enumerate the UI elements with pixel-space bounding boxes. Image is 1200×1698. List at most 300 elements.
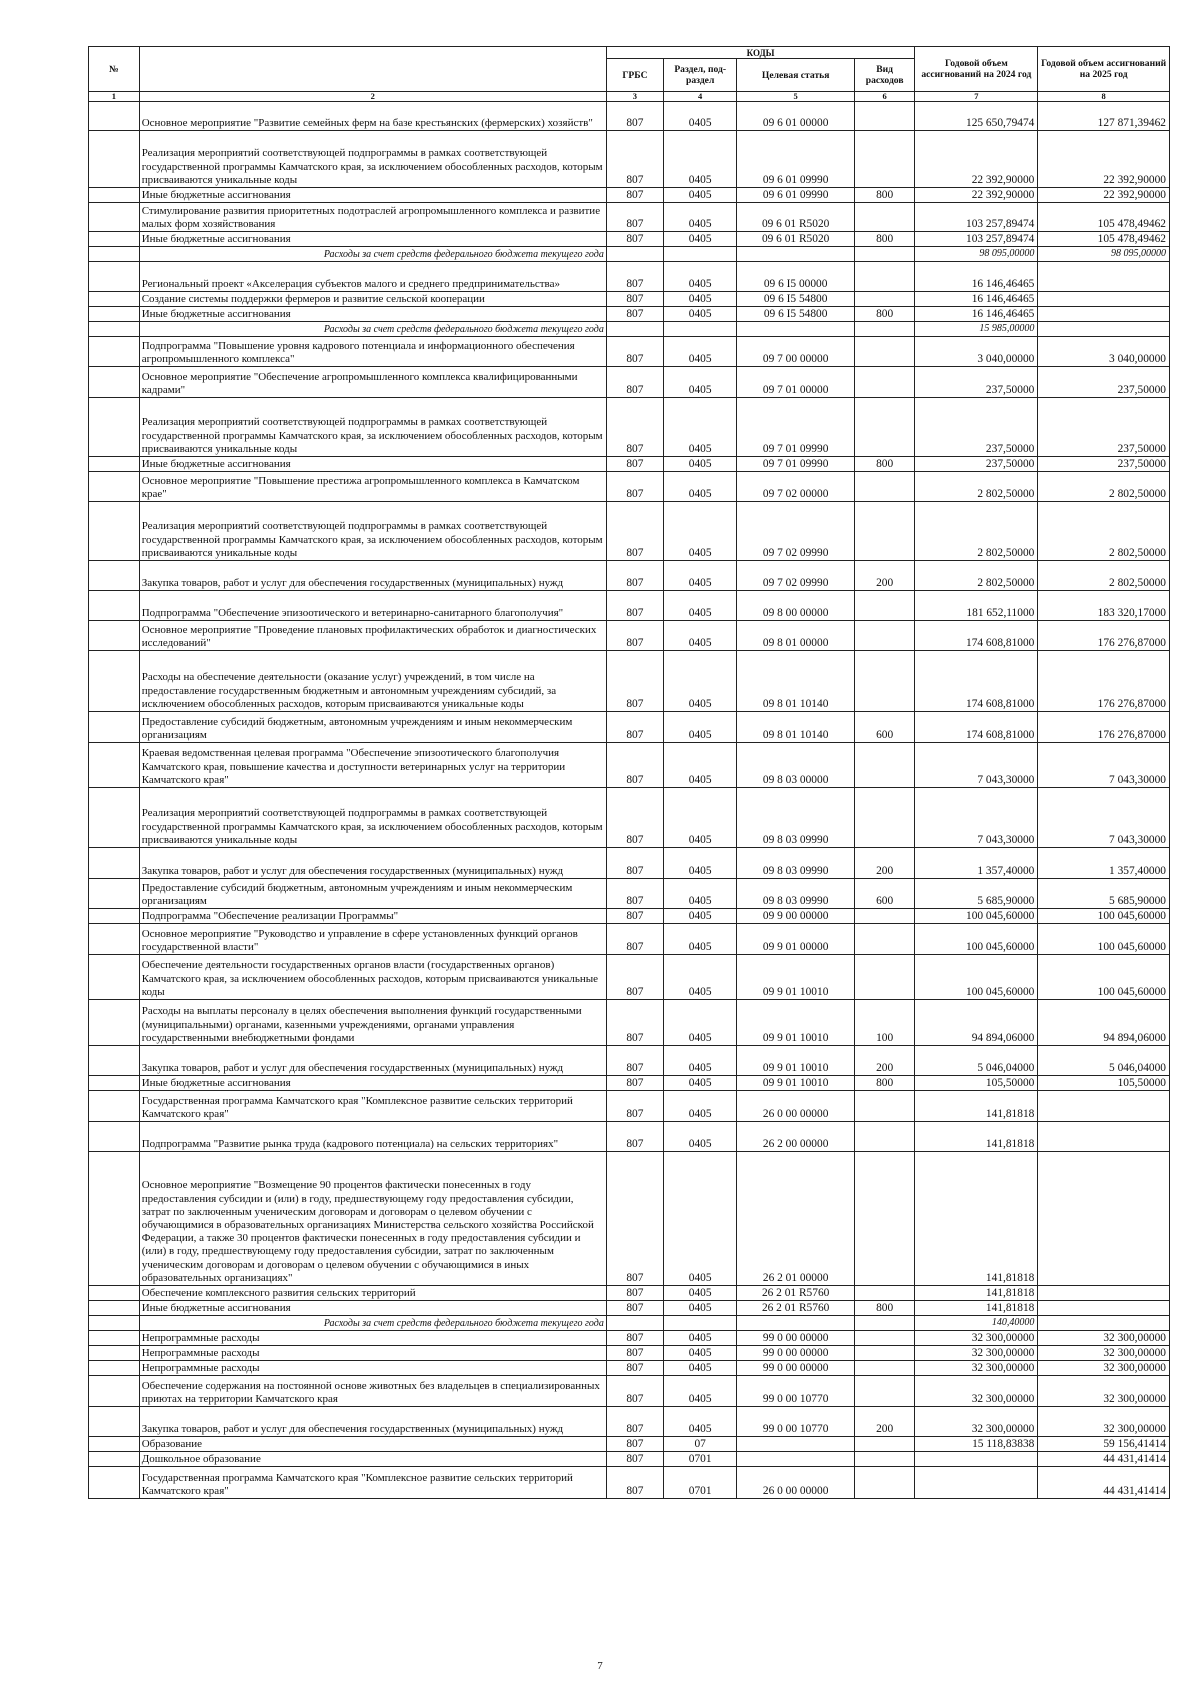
row-grbs-cell: 807 bbox=[606, 337, 663, 367]
row-article-cell: 09 6 01 09990 bbox=[737, 131, 855, 188]
row-number-cell bbox=[89, 1122, 140, 1152]
row-vid-cell bbox=[854, 1331, 914, 1346]
row-article-cell: 09 8 01 10140 bbox=[737, 651, 855, 712]
row-volume-2025-cell: 105 478,49462 bbox=[1038, 203, 1170, 232]
row-volume-2025-cell: 100 045,60000 bbox=[1038, 955, 1170, 1000]
row-grbs-cell: 807 bbox=[606, 848, 663, 879]
header-colnum: 1 bbox=[89, 92, 140, 102]
row-razdel-cell: 0405 bbox=[664, 232, 737, 247]
row-razdel-cell: 0405 bbox=[664, 367, 737, 398]
row-razdel-cell: 0701 bbox=[664, 1452, 737, 1467]
row-number-cell bbox=[89, 102, 140, 131]
row-number-cell bbox=[89, 247, 140, 262]
row-volume-2025-cell: 176 276,87000 bbox=[1038, 621, 1170, 651]
row-article-cell: 09 8 03 09990 bbox=[737, 788, 855, 848]
row-name-cell: Закупка товаров, работ и услуг для обеспечения государственных (муниципальных) нужд bbox=[139, 1046, 606, 1076]
row-article-cell: 26 0 00 00000 bbox=[737, 1091, 855, 1122]
row-volume-2025-cell: 59 156,41414 bbox=[1038, 1437, 1170, 1452]
row-vid-cell bbox=[854, 203, 914, 232]
row-volume-2025-cell: 105 478,49462 bbox=[1038, 232, 1170, 247]
row-number-cell bbox=[89, 1091, 140, 1122]
row-number-cell bbox=[89, 1076, 140, 1091]
table-row bbox=[89, 651, 1170, 712]
row-number-cell bbox=[89, 743, 140, 788]
row-grbs-cell: 807 bbox=[606, 1076, 663, 1091]
row-volume-2024-cell: 181 652,11000 bbox=[915, 591, 1038, 621]
table-row bbox=[89, 1000, 1170, 1046]
row-name-cell: Расходы за счет средств федерального бюджета текущего года bbox=[139, 1316, 606, 1331]
row-grbs-cell: 807 bbox=[606, 1091, 663, 1122]
row-number-cell bbox=[89, 203, 140, 232]
row-razdel-cell: 0405 bbox=[664, 1376, 737, 1407]
row-grbs-cell: 807 bbox=[606, 1152, 663, 1286]
table-row bbox=[89, 955, 1170, 1000]
table-row bbox=[89, 1346, 1170, 1361]
table-row bbox=[89, 203, 1170, 232]
table-row bbox=[89, 102, 1170, 131]
row-vid-cell: 200 bbox=[854, 561, 914, 591]
row-name-cell: Закупка товаров, работ и услуг для обеспечения государственных (муниципальных) нужд bbox=[139, 1407, 606, 1437]
row-vid-cell bbox=[854, 909, 914, 924]
row-article-cell bbox=[737, 1316, 855, 1331]
row-article-cell: 09 9 01 10010 bbox=[737, 1046, 855, 1076]
row-grbs-cell: 807 bbox=[606, 1331, 663, 1346]
header-vid: Вид расходов bbox=[854, 59, 914, 92]
row-article-cell: 09 8 01 00000 bbox=[737, 621, 855, 651]
row-vid-cell bbox=[854, 262, 914, 292]
row-volume-2025-cell: 105,50000 bbox=[1038, 1076, 1170, 1091]
row-volume-2024-cell: 16 146,46465 bbox=[915, 262, 1038, 292]
row-grbs-cell: 807 bbox=[606, 561, 663, 591]
row-vid-cell bbox=[854, 788, 914, 848]
row-razdel-cell: 0405 bbox=[664, 1286, 737, 1301]
row-vid-cell bbox=[854, 1152, 914, 1286]
row-vid-cell bbox=[854, 1361, 914, 1376]
row-volume-2025-cell: 44 431,41414 bbox=[1038, 1452, 1170, 1467]
row-volume-2024-cell: 141,81818 bbox=[915, 1091, 1038, 1122]
table-row bbox=[89, 1076, 1170, 1091]
row-number-cell bbox=[89, 457, 140, 472]
row-volume-2025-cell: 237,50000 bbox=[1038, 457, 1170, 472]
row-name-cell: Реализация мероприятий соответствующей подпрограммы в рамках соответствующей государственной программы Камчатского края, за исключением обособленных расходов, которым присваиваются уникальные коды bbox=[139, 131, 606, 188]
row-razdel-cell: 0405 bbox=[664, 1361, 737, 1376]
row-volume-2025-cell bbox=[1038, 262, 1170, 292]
row-name-cell: Государственная программа Камчатского края "Комплексное развитие сельских территорий Камчатского края" bbox=[139, 1091, 606, 1122]
row-name-cell: Обеспечение комплексного развития сельских территорий bbox=[139, 1286, 606, 1301]
row-name-cell: Иные бюджетные ассигнования bbox=[139, 307, 606, 322]
row-vid-cell: 200 bbox=[854, 1407, 914, 1437]
table-row bbox=[89, 924, 1170, 955]
row-razdel-cell: 0405 bbox=[664, 561, 737, 591]
row-grbs-cell bbox=[606, 322, 663, 337]
row-volume-2025-cell: 32 300,00000 bbox=[1038, 1361, 1170, 1376]
row-volume-2024-cell: 15 985,00000 bbox=[915, 322, 1038, 337]
header-volume-2024: Годовой объем ассигнований на 2024 год bbox=[915, 47, 1038, 92]
row-vid-cell: 600 bbox=[854, 712, 914, 743]
row-grbs-cell: 807 bbox=[606, 1301, 663, 1316]
row-vid-cell bbox=[854, 322, 914, 337]
row-volume-2024-cell: 174 608,81000 bbox=[915, 651, 1038, 712]
row-volume-2024-cell: 2 802,50000 bbox=[915, 561, 1038, 591]
row-volume-2025-cell: 5 685,90000 bbox=[1038, 879, 1170, 909]
row-grbs-cell: 807 bbox=[606, 262, 663, 292]
row-name-cell: Основное мероприятие "Проведение плановых профилактических обработок и диагностических исследований" bbox=[139, 621, 606, 651]
row-article-cell: 09 8 00 00000 bbox=[737, 591, 855, 621]
header-razdel: Раздел, под-раздел bbox=[664, 59, 737, 92]
row-vid-cell bbox=[854, 247, 914, 262]
row-article-cell: 09 8 03 09990 bbox=[737, 879, 855, 909]
row-grbs-cell: 807 bbox=[606, 788, 663, 848]
table-row bbox=[89, 367, 1170, 398]
row-number-cell bbox=[89, 502, 140, 561]
row-grbs-cell: 807 bbox=[606, 232, 663, 247]
row-article-cell: 09 6 01 09990 bbox=[737, 188, 855, 203]
row-name-cell: Предоставление субсидий бюджетным, автономным учреждениям и иным некоммерческим организациям bbox=[139, 712, 606, 743]
row-grbs-cell: 807 bbox=[606, 1467, 663, 1499]
row-name-cell: Иные бюджетные ассигнования bbox=[139, 232, 606, 247]
row-vid-cell bbox=[854, 398, 914, 457]
row-article-cell: 09 7 01 09990 bbox=[737, 457, 855, 472]
row-article-cell: 09 6 I5 54800 bbox=[737, 307, 855, 322]
row-volume-2024-cell: 32 300,00000 bbox=[915, 1346, 1038, 1361]
row-article-cell: 09 9 01 10010 bbox=[737, 1076, 855, 1091]
row-volume-2025-cell: 237,50000 bbox=[1038, 398, 1170, 457]
row-volume-2024-cell: 237,50000 bbox=[915, 398, 1038, 457]
row-article-cell: 09 8 01 10140 bbox=[737, 712, 855, 743]
row-article-cell: 26 2 00 00000 bbox=[737, 1122, 855, 1152]
row-volume-2024-cell bbox=[915, 1467, 1038, 1499]
row-vid-cell bbox=[854, 955, 914, 1000]
table-row bbox=[89, 561, 1170, 591]
row-vid-cell: 100 bbox=[854, 1000, 914, 1046]
row-razdel-cell: 0405 bbox=[664, 292, 737, 307]
row-razdel-cell: 0405 bbox=[664, 102, 737, 131]
row-grbs-cell: 807 bbox=[606, 398, 663, 457]
row-volume-2025-cell: 100 045,60000 bbox=[1038, 909, 1170, 924]
row-volume-2025-cell: 2 802,50000 bbox=[1038, 561, 1170, 591]
row-volume-2025-cell: 7 043,30000 bbox=[1038, 788, 1170, 848]
table-row bbox=[89, 247, 1170, 262]
row-vid-cell bbox=[854, 337, 914, 367]
row-volume-2025-cell bbox=[1038, 1301, 1170, 1316]
row-number-cell bbox=[89, 879, 140, 909]
row-vid-cell bbox=[854, 472, 914, 502]
row-volume-2024-cell: 174 608,81000 bbox=[915, 621, 1038, 651]
row-name-cell: Создание системы поддержки фермеров и развитие сельской кооперации bbox=[139, 292, 606, 307]
row-number-cell bbox=[89, 1046, 140, 1076]
row-volume-2024-cell: 5 685,90000 bbox=[915, 879, 1038, 909]
row-volume-2024-cell: 100 045,60000 bbox=[915, 924, 1038, 955]
table-row bbox=[89, 1301, 1170, 1316]
row-grbs-cell: 807 bbox=[606, 1452, 663, 1467]
row-number-cell bbox=[89, 337, 140, 367]
row-name-cell: Основное мероприятие "Руководство и управление в сфере установленных функций органов государственной власти" bbox=[139, 924, 606, 955]
table-row bbox=[89, 1361, 1170, 1376]
row-grbs-cell: 807 bbox=[606, 1376, 663, 1407]
row-grbs-cell: 807 bbox=[606, 924, 663, 955]
row-grbs-cell: 807 bbox=[606, 712, 663, 743]
row-grbs-cell: 807 bbox=[606, 131, 663, 188]
row-number-cell bbox=[89, 367, 140, 398]
row-article-cell: 99 0 00 10770 bbox=[737, 1376, 855, 1407]
row-article-cell: 99 0 00 00000 bbox=[737, 1346, 855, 1361]
row-name-cell: Иные бюджетные ассигнования bbox=[139, 188, 606, 203]
table-row bbox=[89, 307, 1170, 322]
table-row bbox=[89, 322, 1170, 337]
table-row bbox=[89, 131, 1170, 188]
row-vid-cell bbox=[854, 1091, 914, 1122]
row-volume-2025-cell bbox=[1038, 1316, 1170, 1331]
row-name-cell: Расходы за счет средств федерального бюджета текущего года bbox=[139, 247, 606, 262]
row-razdel-cell: 0405 bbox=[664, 848, 737, 879]
row-number-cell bbox=[89, 1331, 140, 1346]
row-volume-2024-cell: 141,81818 bbox=[915, 1152, 1038, 1286]
row-volume-2025-cell: 237,50000 bbox=[1038, 367, 1170, 398]
row-volume-2024-cell: 94 894,06000 bbox=[915, 1000, 1038, 1046]
row-volume-2024-cell: 141,81818 bbox=[915, 1301, 1038, 1316]
row-name-cell: Основное мероприятие "Возмещение 90 процентов фактически понесенных в году предоставления субсидии и (или) в году, предшествующему году предоставления субсидии, затрат по заключенным ученическим договорам и договорам о целевом обучении с обучающимися в образовательных организациях Министерства сельского хозяйства Российской Федерации, а также 30 процентов фактически понесенных в году предоставления субсидии и (или) в году, предшествующему году предоставления субсидии, затрат по заключенным ученическим договорам и договорам о целевом обучении с обучающимися в иных образовательных организациях" bbox=[139, 1152, 606, 1286]
row-razdel-cell: 0405 bbox=[664, 472, 737, 502]
row-article-cell bbox=[737, 247, 855, 262]
row-volume-2024-cell bbox=[915, 1452, 1038, 1467]
header-article: Целевая статья bbox=[737, 59, 855, 92]
row-vid-cell bbox=[854, 651, 914, 712]
row-razdel-cell: 0405 bbox=[664, 502, 737, 561]
row-number-cell bbox=[89, 651, 140, 712]
row-razdel-cell: 0405 bbox=[664, 1000, 737, 1046]
header-grbs: ГРБС bbox=[606, 59, 663, 92]
row-razdel-cell: 0405 bbox=[664, 1331, 737, 1346]
row-vid-cell: 800 bbox=[854, 1076, 914, 1091]
row-number-cell bbox=[89, 131, 140, 188]
row-volume-2025-cell bbox=[1038, 307, 1170, 322]
row-article-cell: 09 7 00 00000 bbox=[737, 337, 855, 367]
row-grbs-cell: 807 bbox=[606, 879, 663, 909]
row-grbs-cell: 807 bbox=[606, 102, 663, 131]
row-name-cell: Стимулирование развития приоритетных подотраслей агропромышленного комплекса и развитие малых форм хозяйствования bbox=[139, 203, 606, 232]
header-colnum: 7 bbox=[915, 92, 1038, 102]
table-row bbox=[89, 591, 1170, 621]
table-row bbox=[89, 457, 1170, 472]
row-name-cell: Подпрограмма "Повышение уровня кадрового потенциала и информационного обеспечения агропромышленного комплекса" bbox=[139, 337, 606, 367]
row-grbs-cell: 807 bbox=[606, 1346, 663, 1361]
row-grbs-cell: 807 bbox=[606, 1122, 663, 1152]
row-name-cell: Реализация мероприятий соответствующей подпрограммы в рамках соответствующей государственной программы Камчатского края, за исключением обособленных расходов, которым присваиваются уникальные коды bbox=[139, 502, 606, 561]
row-volume-2024-cell: 2 802,50000 bbox=[915, 472, 1038, 502]
table-row bbox=[89, 1091, 1170, 1122]
table-row bbox=[89, 1437, 1170, 1452]
row-volume-2025-cell bbox=[1038, 292, 1170, 307]
row-name-cell: Иные бюджетные ассигнования bbox=[139, 1076, 606, 1091]
row-article-cell: 09 6 01 R5020 bbox=[737, 232, 855, 247]
row-article-cell: 09 7 01 00000 bbox=[737, 367, 855, 398]
row-volume-2024-cell: 103 257,89474 bbox=[915, 232, 1038, 247]
row-number-cell bbox=[89, 621, 140, 651]
row-article-cell: 09 9 00 00000 bbox=[737, 909, 855, 924]
page-number: 7 bbox=[597, 1660, 603, 1672]
row-name-cell: Расходы на выплаты персоналу в целях обеспечения выполнения функций государственными (муниципальными) органами, казенными учреждениями, органами управления государственными внебюджетными фондами bbox=[139, 1000, 606, 1046]
row-grbs-cell: 807 bbox=[606, 502, 663, 561]
table-header bbox=[89, 47, 1170, 102]
row-vid-cell bbox=[854, 367, 914, 398]
row-razdel-cell: 0405 bbox=[664, 1046, 737, 1076]
row-razdel-cell: 0405 bbox=[664, 1152, 737, 1286]
row-volume-2024-cell: 2 802,50000 bbox=[915, 502, 1038, 561]
row-number-cell bbox=[89, 909, 140, 924]
row-vid-cell bbox=[854, 621, 914, 651]
row-volume-2024-cell: 141,81818 bbox=[915, 1286, 1038, 1301]
row-volume-2024-cell: 140,40000 bbox=[915, 1316, 1038, 1331]
row-number-cell bbox=[89, 1316, 140, 1331]
row-vid-cell bbox=[854, 1467, 914, 1499]
row-volume-2024-cell: 100 045,60000 bbox=[915, 909, 1038, 924]
row-article-cell: 09 8 03 09990 bbox=[737, 848, 855, 879]
row-article-cell: 26 2 01 R5760 bbox=[737, 1301, 855, 1316]
row-vid-cell: 800 bbox=[854, 1301, 914, 1316]
row-volume-2024-cell: 32 300,00000 bbox=[915, 1376, 1038, 1407]
table-row bbox=[89, 1286, 1170, 1301]
table-row bbox=[89, 292, 1170, 307]
row-razdel-cell: 0405 bbox=[664, 262, 737, 292]
row-razdel-cell: 0405 bbox=[664, 955, 737, 1000]
header-colnum: 3 bbox=[606, 92, 663, 102]
row-grbs-cell: 807 bbox=[606, 621, 663, 651]
row-volume-2024-cell: 237,50000 bbox=[915, 457, 1038, 472]
row-volume-2024-cell: 32 300,00000 bbox=[915, 1407, 1038, 1437]
row-name-cell: Закупка товаров, работ и услуг для обеспечения государственных (муниципальных) нужд bbox=[139, 848, 606, 879]
table-row bbox=[89, 1331, 1170, 1346]
header-colnum: 5 bbox=[737, 92, 855, 102]
row-razdel-cell bbox=[664, 247, 737, 262]
row-volume-2024-cell: 98 095,00000 bbox=[915, 247, 1038, 262]
row-volume-2025-cell bbox=[1038, 1152, 1170, 1286]
row-razdel-cell: 0405 bbox=[664, 1091, 737, 1122]
row-razdel-cell: 0405 bbox=[664, 712, 737, 743]
table-row bbox=[89, 1046, 1170, 1076]
row-volume-2025-cell: 127 871,39462 bbox=[1038, 102, 1170, 131]
row-grbs-cell: 807 bbox=[606, 743, 663, 788]
row-name-cell: Государственная программа Камчатского края "Комплексное развитие сельских территорий Камчатского края" bbox=[139, 1467, 606, 1499]
header-name bbox=[139, 47, 606, 92]
table-row bbox=[89, 743, 1170, 788]
row-grbs-cell bbox=[606, 247, 663, 262]
row-volume-2024-cell: 7 043,30000 bbox=[915, 743, 1038, 788]
row-number-cell bbox=[89, 712, 140, 743]
row-number-cell bbox=[89, 1000, 140, 1046]
row-razdel-cell bbox=[664, 322, 737, 337]
row-number-cell bbox=[89, 322, 140, 337]
table-row bbox=[89, 1152, 1170, 1286]
row-volume-2025-cell: 32 300,00000 bbox=[1038, 1376, 1170, 1407]
row-article-cell: 09 7 02 09990 bbox=[737, 502, 855, 561]
row-volume-2025-cell: 44 431,41414 bbox=[1038, 1467, 1170, 1499]
row-grbs-cell: 807 bbox=[606, 457, 663, 472]
row-vid-cell bbox=[854, 1286, 914, 1301]
row-razdel-cell: 07 bbox=[664, 1437, 737, 1452]
row-article-cell bbox=[737, 322, 855, 337]
row-name-cell: Обеспечение деятельности государственных органов власти (государственных органов) Камчатского края, за исключением обособленных расходов, которым присваиваются уникальные коды bbox=[139, 955, 606, 1000]
row-article-cell: 09 6 I5 54800 bbox=[737, 292, 855, 307]
table-row bbox=[89, 398, 1170, 457]
row-volume-2024-cell: 141,81818 bbox=[915, 1122, 1038, 1152]
row-name-cell: Основное мероприятие "Повышение престижа агропромышленного комплекса в Камчатском крае" bbox=[139, 472, 606, 502]
row-razdel-cell: 0405 bbox=[664, 651, 737, 712]
row-name-cell: Иные бюджетные ассигнования bbox=[139, 457, 606, 472]
row-razdel-cell: 0405 bbox=[664, 879, 737, 909]
row-grbs-cell: 807 bbox=[606, 203, 663, 232]
row-razdel-cell: 0405 bbox=[664, 131, 737, 188]
row-razdel-cell: 0405 bbox=[664, 307, 737, 322]
row-razdel-cell: 0405 bbox=[664, 1076, 737, 1091]
row-article-cell: 99 0 00 10770 bbox=[737, 1407, 855, 1437]
table-body bbox=[89, 102, 1170, 1499]
row-volume-2025-cell: 22 392,90000 bbox=[1038, 131, 1170, 188]
row-razdel-cell: 0405 bbox=[664, 1407, 737, 1437]
row-vid-cell bbox=[854, 1452, 914, 1467]
row-name-cell: Расходы на обеспечение деятельности (оказание услуг) учреждений, в том числе на предоставление государственным бюджетным и автономным учреждениям субсидий, за исключением обособленных расходов, которым присваиваются уникальные коды bbox=[139, 651, 606, 712]
table-row bbox=[89, 1407, 1170, 1437]
row-razdel-cell: 0405 bbox=[664, 1122, 737, 1152]
row-number-cell bbox=[89, 292, 140, 307]
row-vid-cell: 800 bbox=[854, 188, 914, 203]
row-number-cell bbox=[89, 1407, 140, 1437]
row-number-cell bbox=[89, 848, 140, 879]
row-name-cell: Расходы за счет средств федерального бюджета текущего года bbox=[139, 322, 606, 337]
row-number-cell bbox=[89, 955, 140, 1000]
row-name-cell: Подпрограмма "Развитие рынка труда (кадрового потенциала) на сельских территориях" bbox=[139, 1122, 606, 1152]
table-row bbox=[89, 1122, 1170, 1152]
table-row bbox=[89, 188, 1170, 203]
row-razdel-cell: 0405 bbox=[664, 1301, 737, 1316]
row-volume-2025-cell: 22 392,90000 bbox=[1038, 188, 1170, 203]
row-volume-2024-cell: 32 300,00000 bbox=[915, 1331, 1038, 1346]
row-article-cell: 09 9 01 10010 bbox=[737, 1000, 855, 1046]
row-volume-2024-cell: 3 040,00000 bbox=[915, 337, 1038, 367]
row-name-cell: Непрограммные расходы bbox=[139, 1331, 606, 1346]
row-volume-2024-cell: 16 146,46465 bbox=[915, 292, 1038, 307]
row-name-cell: Дошкольное образование bbox=[139, 1452, 606, 1467]
row-volume-2024-cell: 103 257,89474 bbox=[915, 203, 1038, 232]
row-grbs-cell: 807 bbox=[606, 1361, 663, 1376]
row-grbs-cell: 807 bbox=[606, 1286, 663, 1301]
row-volume-2024-cell: 5 046,04000 bbox=[915, 1046, 1038, 1076]
row-article-cell: 99 0 00 00000 bbox=[737, 1331, 855, 1346]
row-number-cell bbox=[89, 788, 140, 848]
row-name-cell: Закупка товаров, работ и услуг для обеспечения государственных (муниципальных) нужд bbox=[139, 561, 606, 591]
row-vid-cell: 200 bbox=[854, 1046, 914, 1076]
row-volume-2024-cell: 174 608,81000 bbox=[915, 712, 1038, 743]
row-name-cell: Реализация мероприятий соответствующей подпрограммы в рамках соответствующей государственной программы Камчатского края, за исключением обособленных расходов, которым присваиваются уникальные коды bbox=[139, 398, 606, 457]
header-colnum: 6 bbox=[854, 92, 914, 102]
row-volume-2025-cell: 94 894,06000 bbox=[1038, 1000, 1170, 1046]
row-article-cell: 09 8 03 00000 bbox=[737, 743, 855, 788]
row-name-cell: Непрограммные расходы bbox=[139, 1346, 606, 1361]
row-volume-2025-cell: 2 802,50000 bbox=[1038, 472, 1170, 502]
row-number-cell bbox=[89, 1452, 140, 1467]
row-razdel-cell: 0405 bbox=[664, 188, 737, 203]
table-row bbox=[89, 621, 1170, 651]
row-grbs-cell bbox=[606, 1316, 663, 1331]
row-vid-cell: 200 bbox=[854, 848, 914, 879]
row-volume-2024-cell: 32 300,00000 bbox=[915, 1361, 1038, 1376]
row-name-cell: Обеспечение содержания на постоянной основе животных без владельцев в специализированных приютах на территории Камчатского края bbox=[139, 1376, 606, 1407]
row-article-cell: 26 0 00 00000 bbox=[737, 1467, 855, 1499]
row-volume-2025-cell bbox=[1038, 322, 1170, 337]
row-article-cell: 09 7 02 00000 bbox=[737, 472, 855, 502]
row-razdel-cell bbox=[664, 1316, 737, 1331]
row-vid-cell bbox=[854, 1122, 914, 1152]
row-volume-2025-cell: 176 276,87000 bbox=[1038, 712, 1170, 743]
